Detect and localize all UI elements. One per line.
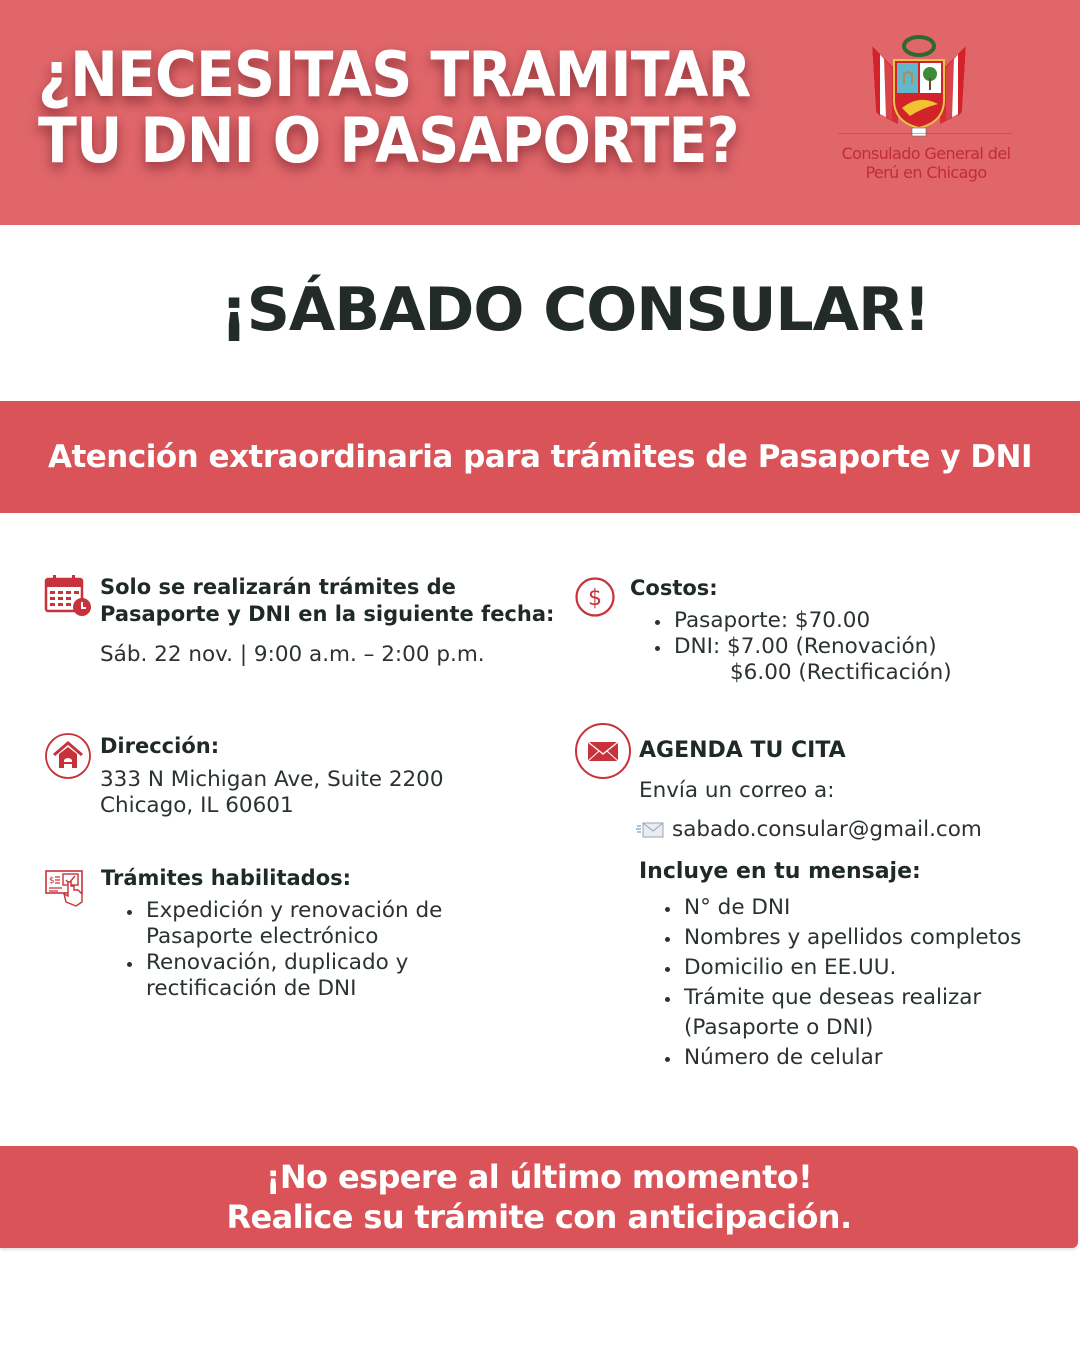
include-item: Trámite que deseas realizar (Pasaporte o DNI) <box>662 983 1042 1043</box>
procedures-list <box>124 898 504 1002</box>
schedule-heading-line-1: Solo se realizarán trámites de <box>100 575 456 599</box>
email-link[interactable]: sabado.consular@gmail.com <box>672 817 982 842</box>
address-line-2: Chicago, IL 60601 <box>100 793 294 818</box>
svg-text:$: $ <box>49 876 55 886</box>
envelope-icon <box>574 722 632 780</box>
email-row <box>636 817 982 843</box>
schedule-date: Sáb. 22 nov. | 9:00 a.m. – 2:00 p.m. <box>100 642 485 667</box>
sub-banner-text: Atención extraordinaria para trámites de Pasaporte y DNI <box>47 439 1033 475</box>
procedure-item: Renovación, duplicado y rectificación de DNI <box>124 950 504 1002</box>
cost-item-extra: $6.00 (Rectificación) <box>730 660 952 685</box>
consulate-name-line-1: Consulado General del <box>841 144 1011 163</box>
costs-list <box>652 608 1032 660</box>
footer-line-1: ¡No espere al último momento! <box>265 1158 813 1196</box>
flying-envelope-icon <box>636 820 664 840</box>
header-title-line-1: ¿NECESITAS TRAMITAR <box>38 38 751 111</box>
peru-coat-of-arms-icon <box>862 28 976 138</box>
calendar-clock-icon <box>44 574 92 618</box>
schedule-heading <box>100 574 560 628</box>
consulate-name-line-2: Perú en Chicago <box>865 163 987 182</box>
main-title: ¡SÁBADO CONSULAR! <box>220 275 930 345</box>
procedures-heading: Trámites habilitados: <box>101 866 352 890</box>
address-heading: Dirección: <box>100 734 220 758</box>
appointment-heading: AGENDA TU CITA <box>639 738 846 763</box>
appointment-instruction: Envía un correo a: <box>639 778 835 803</box>
header-title-line-2: TU DNI O PASAPORTE? <box>38 104 739 177</box>
include-list <box>662 893 1042 1073</box>
include-item: Nombres y apellidos completos <box>662 923 1042 953</box>
header-banner <box>0 0 1080 225</box>
include-heading: Incluye en tu mensaje: <box>639 859 921 884</box>
header-title <box>38 38 756 177</box>
include-item: Domicilio en EE.UU. <box>662 953 1042 983</box>
crest-divider <box>838 133 1012 134</box>
include-item: Número de celular <box>662 1043 1042 1073</box>
include-item: N° de DNI <box>662 893 1042 923</box>
costs-heading: Costos: <box>630 576 718 600</box>
schedule-heading-line-2: Pasaporte y DNI en la siguiente fecha: <box>100 602 555 626</box>
address-line-1: 333 N Michigan Ave, Suite 2200 <box>100 767 444 792</box>
footer-line-2: Realice su trámite con anticipación. <box>226 1198 852 1236</box>
cost-item: Pasaporte: $70.00 <box>652 608 1032 634</box>
procedure-item: Expedición y renovación de Pasaporte electrónico <box>124 898 504 950</box>
dollar-circle-icon <box>574 576 616 618</box>
footer-banner <box>0 1146 1078 1248</box>
sub-banner <box>0 401 1080 513</box>
home-icon <box>44 732 92 780</box>
consulate-name <box>826 144 1026 182</box>
cost-extra-wrap <box>674 660 952 686</box>
cost-item: DNI: $7.00 (Renovación) <box>652 634 1032 660</box>
online-payment-click-icon <box>44 868 86 908</box>
address-text <box>100 767 530 819</box>
svg-text:$: $ <box>588 586 602 611</box>
